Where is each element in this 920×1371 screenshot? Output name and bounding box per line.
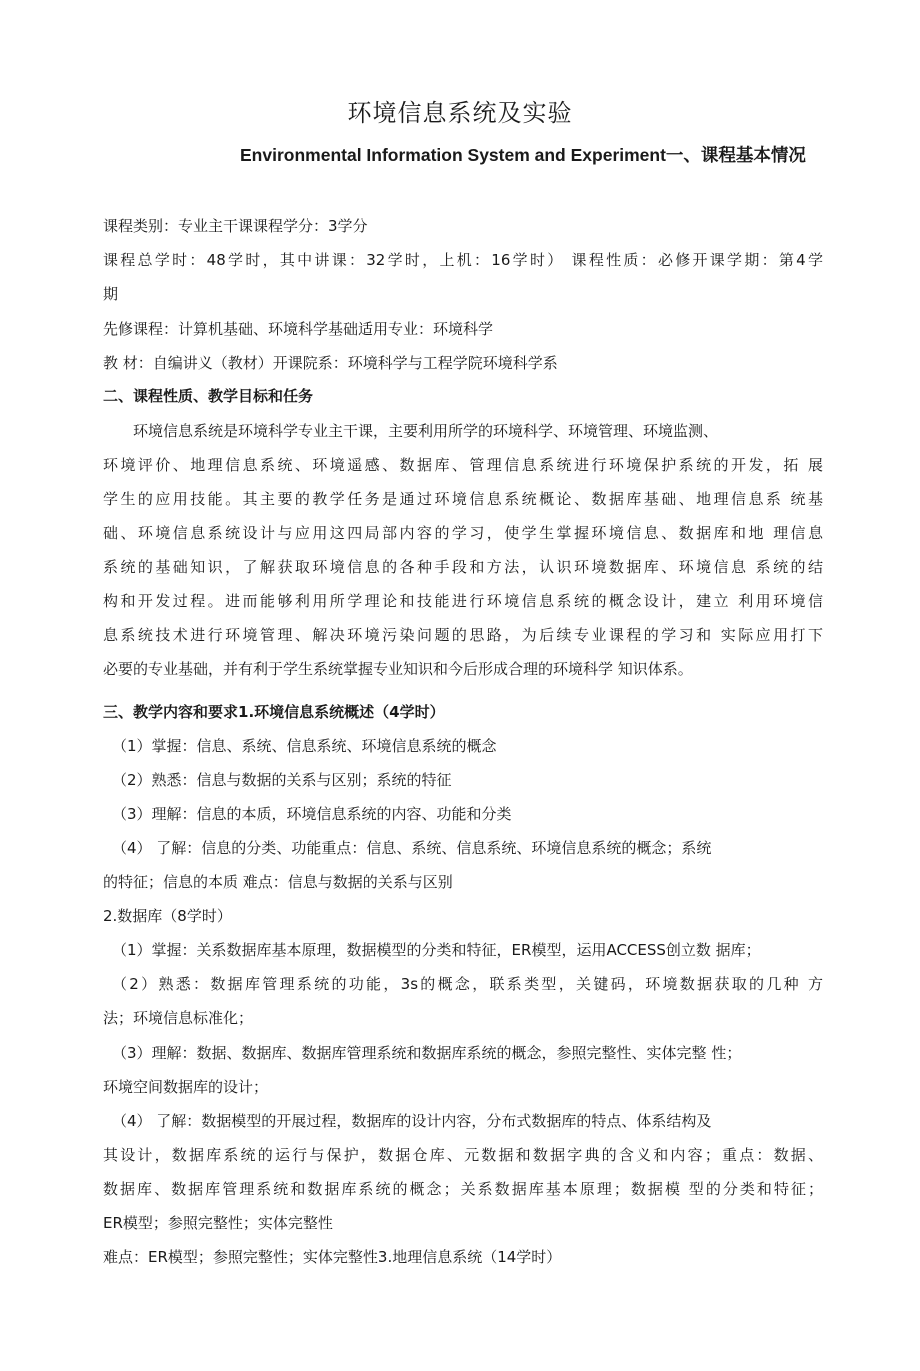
difficulty-line: 难点：ER模型；参照完整性；实体完整性3.地理信息系统（14学时） (103, 1248, 562, 1266)
list-item: （1）掌握：关系数据库基本原理，数据模型的分类和特征，ER模型，运用ACCESS创立数 据库； (112, 941, 761, 959)
paragraph-line: 必要的专业基础，并有利于学生系统掌握专业知识和今后形成合理的环境科学 知识体系。 (103, 660, 693, 678)
paragraph-line: 环境信息系统是环境科学专业主干课，主要利用所学的环境科学、环境管理、环境监测、 (103, 422, 719, 440)
course-hours-line: 课程总学时：48学时，其中讲课：32学时，上机：16学时） 课程性质：必修开课学期：第4学 (103, 251, 823, 269)
list-item-cont: ER模型；参照完整性；实体完整性 (103, 1214, 333, 1232)
paragraph-line: 系统的基础知识，了解获取环境信息的各种手段和方法，认识环境数据库、环境信息 系统的结 (103, 558, 823, 576)
paragraph-line: 息系统技术进行环境管理、解决环境污染问题的思路，为后续专业课程的学习和 实际应用打下 (103, 626, 823, 644)
page-title: 环境信息系统及实验 (347, 99, 573, 127)
list-item: （3）理解：信息的本质，环境信息系统的内容、功能和分类 (112, 805, 512, 823)
paragraph-line: 学生的应用技能。其主要的教学任务是通过环境信息系统概论、数据库基础、地理信息系 统基 (103, 490, 823, 508)
section-3-heading: 三、教学内容和要求1.环境信息系统概述（4学时） (103, 703, 445, 721)
textbook-line: 教 材：自编讲义（教材）开课院系：环境科学与工程学院环境科学系 (103, 354, 558, 372)
list-item: （2）熟悉：信息与数据的关系与区别；系统的特征 (112, 771, 452, 789)
list-item-cont: 数据库、数据库管理系统和数据库系统的概念；关系数据库基本原理；数据模 型的分类和特征； (103, 1180, 823, 1198)
list-item-cont: 环境空间数据库的设计； (103, 1078, 269, 1096)
course-category-line: 课程类别：专业主干课课程学分：3学分 (103, 217, 368, 235)
list-item-cont: 法；环境信息标准化； (103, 1009, 254, 1027)
list-item: （2）熟悉：数据库管理系统的功能，3s的概念，联系类型，关键码，环境数据获取的几种 方 (112, 975, 823, 993)
list-item-cont: 其设计，数据库系统的运行与保护，数据仓库、元数据和数据字典的含义和内容；重点：数据、 (103, 1146, 823, 1164)
page-subtitle: Environmental Information System and Experiment一、课程基本情况 (240, 145, 806, 165)
paragraph-line: 础、环境信息系统设计与应用这四局部内容的学习，使学生掌握环境信息、数据库和地 理信息 (103, 524, 823, 542)
list-item-cont: 的特征；信息的本质 难点：信息与数据的关系与区别 (103, 873, 453, 891)
subsection-heading: 2.数据库（8学时） (103, 907, 232, 925)
list-item: （4） 了解：信息的分类、功能重点：信息、系统、信息系统、环境信息系统的概念；系统 (112, 839, 712, 857)
paragraph-line: 环境评价、地理信息系统、环境遥感、数据库、管理信息系统进行环境保护系统的开发，拓 展 (103, 456, 823, 474)
prerequisite-line: 先修课程：计算机基础、环境科学基础适用专业：环境科学 (103, 320, 494, 338)
section-2-heading: 二、课程性质、教学目标和任务 (103, 387, 314, 405)
paragraph-line: 构和开发过程。进而能够利用所学理论和技能进行环境信息系统的概念设计，建立 利用环境信 (103, 592, 823, 610)
list-item: （3）理解：数据、数据库、数据库管理系统和数据库系统的概念，参照完整性、实体完整 性； (112, 1044, 742, 1062)
list-item: （1）掌握：信息、系统、信息系统、环境信息系统的概念 (112, 737, 497, 755)
list-item: （4） 了解：数据模型的开展过程，数据库的设计内容，分布式数据库的特点、体系结构及 (112, 1112, 712, 1130)
course-hours-line-cont: 期 (103, 285, 119, 303)
